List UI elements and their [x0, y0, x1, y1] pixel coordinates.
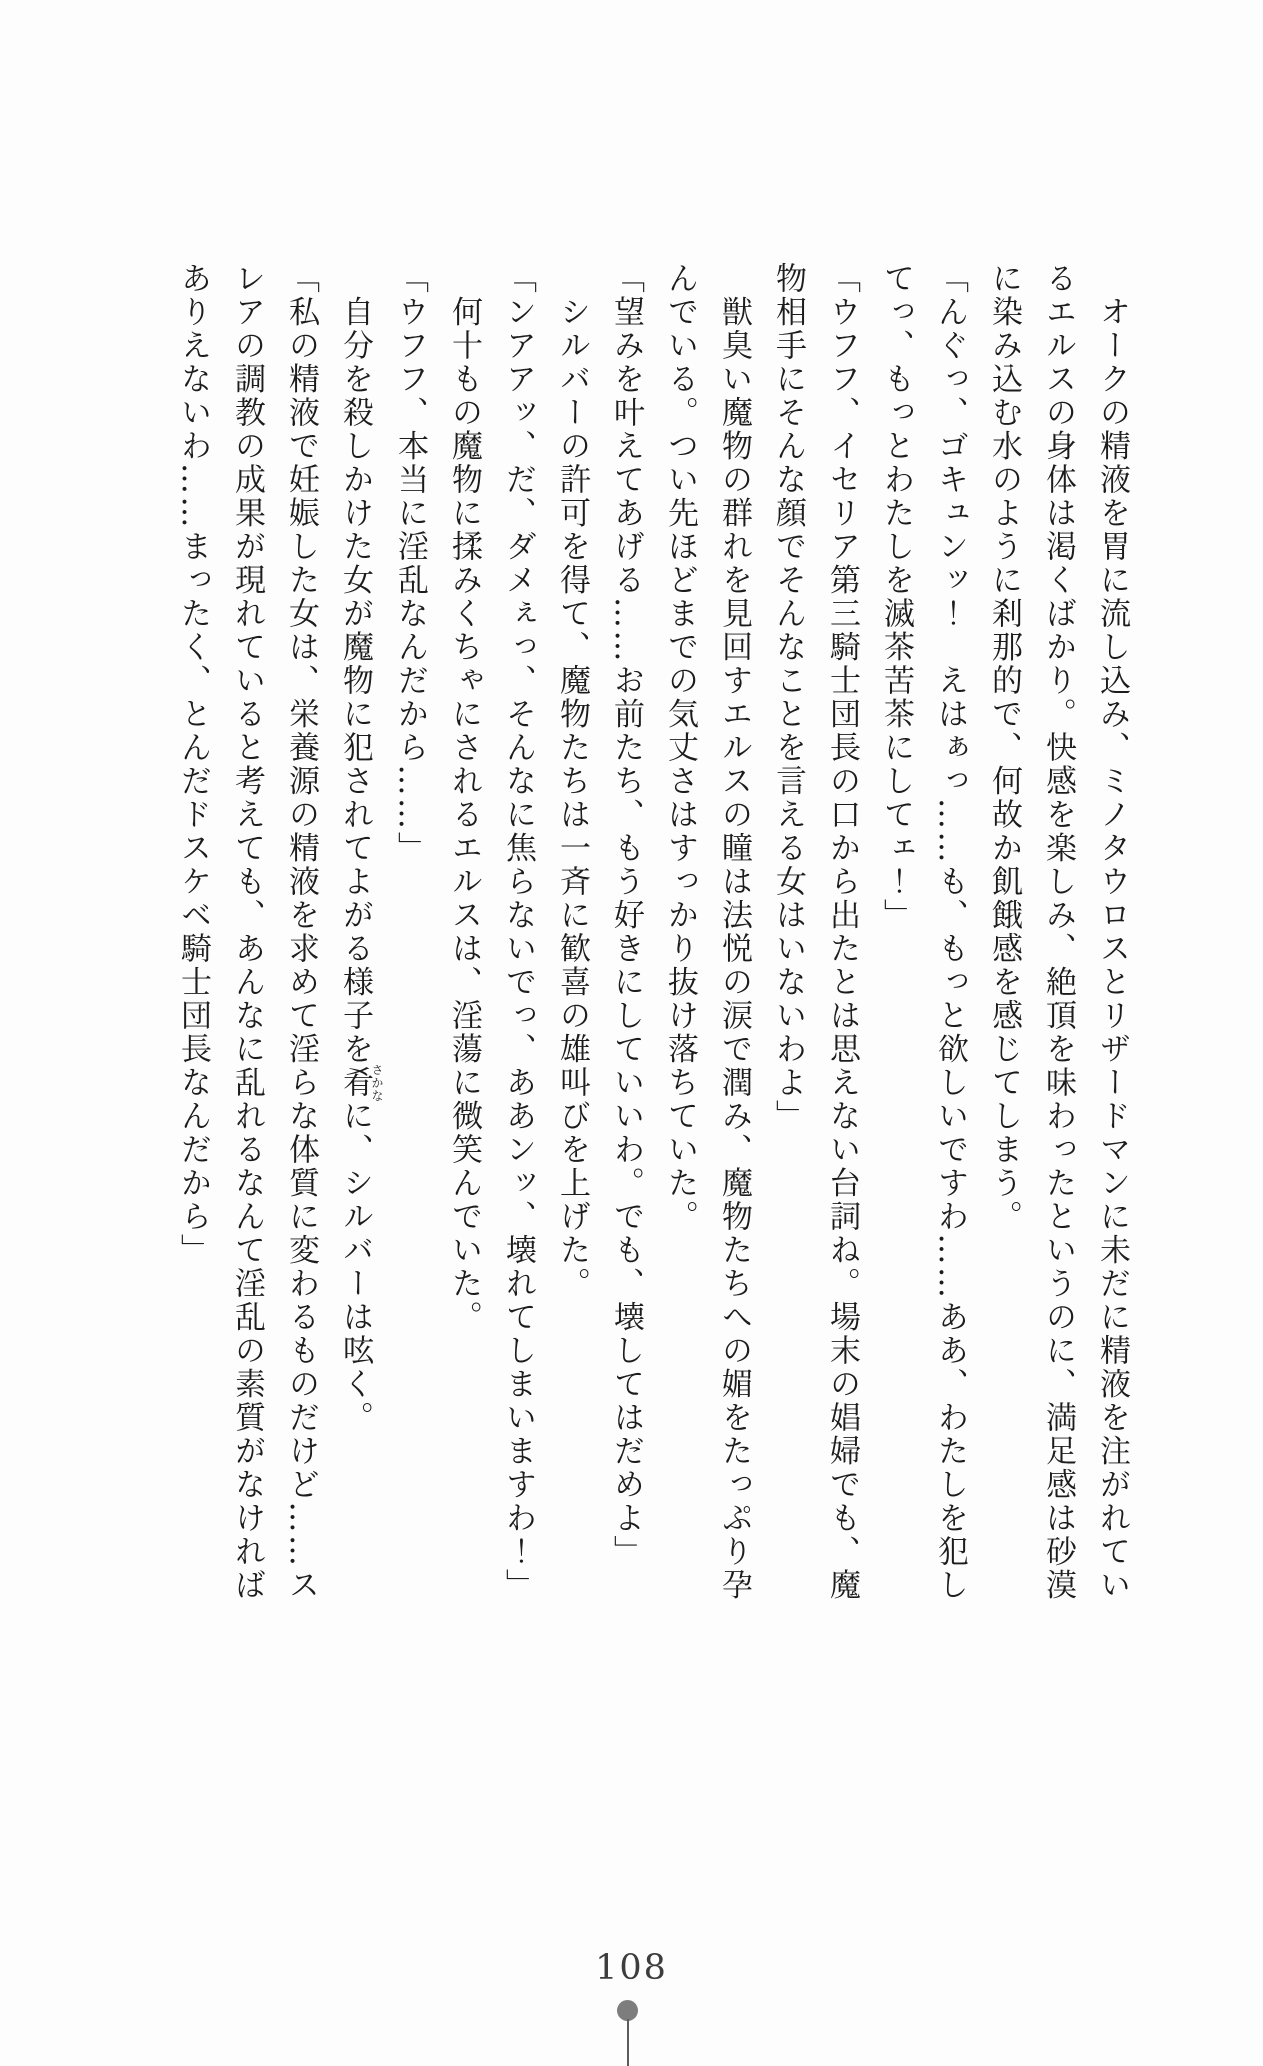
text-line-3: に染み込む水のように刹那的で、何故か飢餓感を感じてしまう。 [986, 262, 1022, 1234]
text-line-15: 自分を殺しかけた女が魔物に犯されてよがる様子を肴さかなに、シルバーは呟く。 [337, 262, 384, 1435]
text-line-10: 「望みを叶えてあげる……お前たち、もう好きにしていいわ。でも、壊してはだめよ」 [608, 262, 644, 1569]
text-line-8: 獣臭い魔物の群れを見回すエルスの瞳は法悦の涙で潤み、魔物たちへの媚をたっぷり孕 [716, 262, 752, 1602]
text-line-4: 「んぐっ、ゴキュンッ！ えはぁっ……も、もっと欲しいですわ……ああ、わたしを犯し [932, 262, 968, 1602]
text-line-13: 何十もの魔物に揉みくちゃにされるエルスは、淫蕩に微笑んでいた。 [446, 262, 482, 1334]
page-footer [0, 1940, 1263, 2066]
page-number: 108 [595, 1948, 668, 1988]
text-line-12: 「ンアアッ、だ、ダメぇっ、そんなに焦らないでっ、ああンッ、壊れてしまいますわ！」 [500, 262, 536, 1602]
text-block [166, 262, 1139, 1610]
text-line-17: レアの調教の成果が現れていると考えても、あんなに乱れるなんて淫乱の素質がなければ [229, 262, 265, 1602]
text-line-14: 「ウフフ、本当に淫乱なんだから……」 [392, 262, 428, 865]
text-line-11: シルバーの許可を得て、魔物たちは一斉に歓喜の雄叫びを上げた。 [554, 262, 590, 1301]
footer-rule-line [627, 2019, 629, 2066]
ruby-annotated-word: 肴さかな [337, 1063, 384, 1103]
text-line-2: るエルスの身体は渇くばかり。快感を楽しみ、絶頂を味わったというのに、満足感は砂漠 [1040, 262, 1076, 1602]
text-line-7: 物相手にそんな顔でそんなことを言える女はいないわよ」 [770, 262, 806, 1133]
text-line-16: 「私の精液で妊娠した女は、栄養源の精液を求めて淫らな体質に変わるものだけど……ス [283, 262, 319, 1602]
text-line-1: オークの精液を胃に流し込み、ミノタウロスとリザードマンに未だに精液を注がれてい [1094, 262, 1130, 1602]
footer-dot-icon [617, 2000, 638, 2021]
text-line-6: 「ウフフ、イセリア第三騎士団長の口から出たとは思えない台詞ね。場末の娼婦でも、魔 [824, 262, 860, 1602]
text-line-18: ありえないわ……まったく、とんだドスケベ騎士団長なんだから」 [175, 262, 211, 1267]
text-line-9: んでいる。つい先ほどまでの気丈さはすっかり抜け落ちていた。 [662, 262, 698, 1234]
text-line-5: てっ、もっとわたしを滅茶苦茶にしてェ！」 [878, 262, 914, 932]
